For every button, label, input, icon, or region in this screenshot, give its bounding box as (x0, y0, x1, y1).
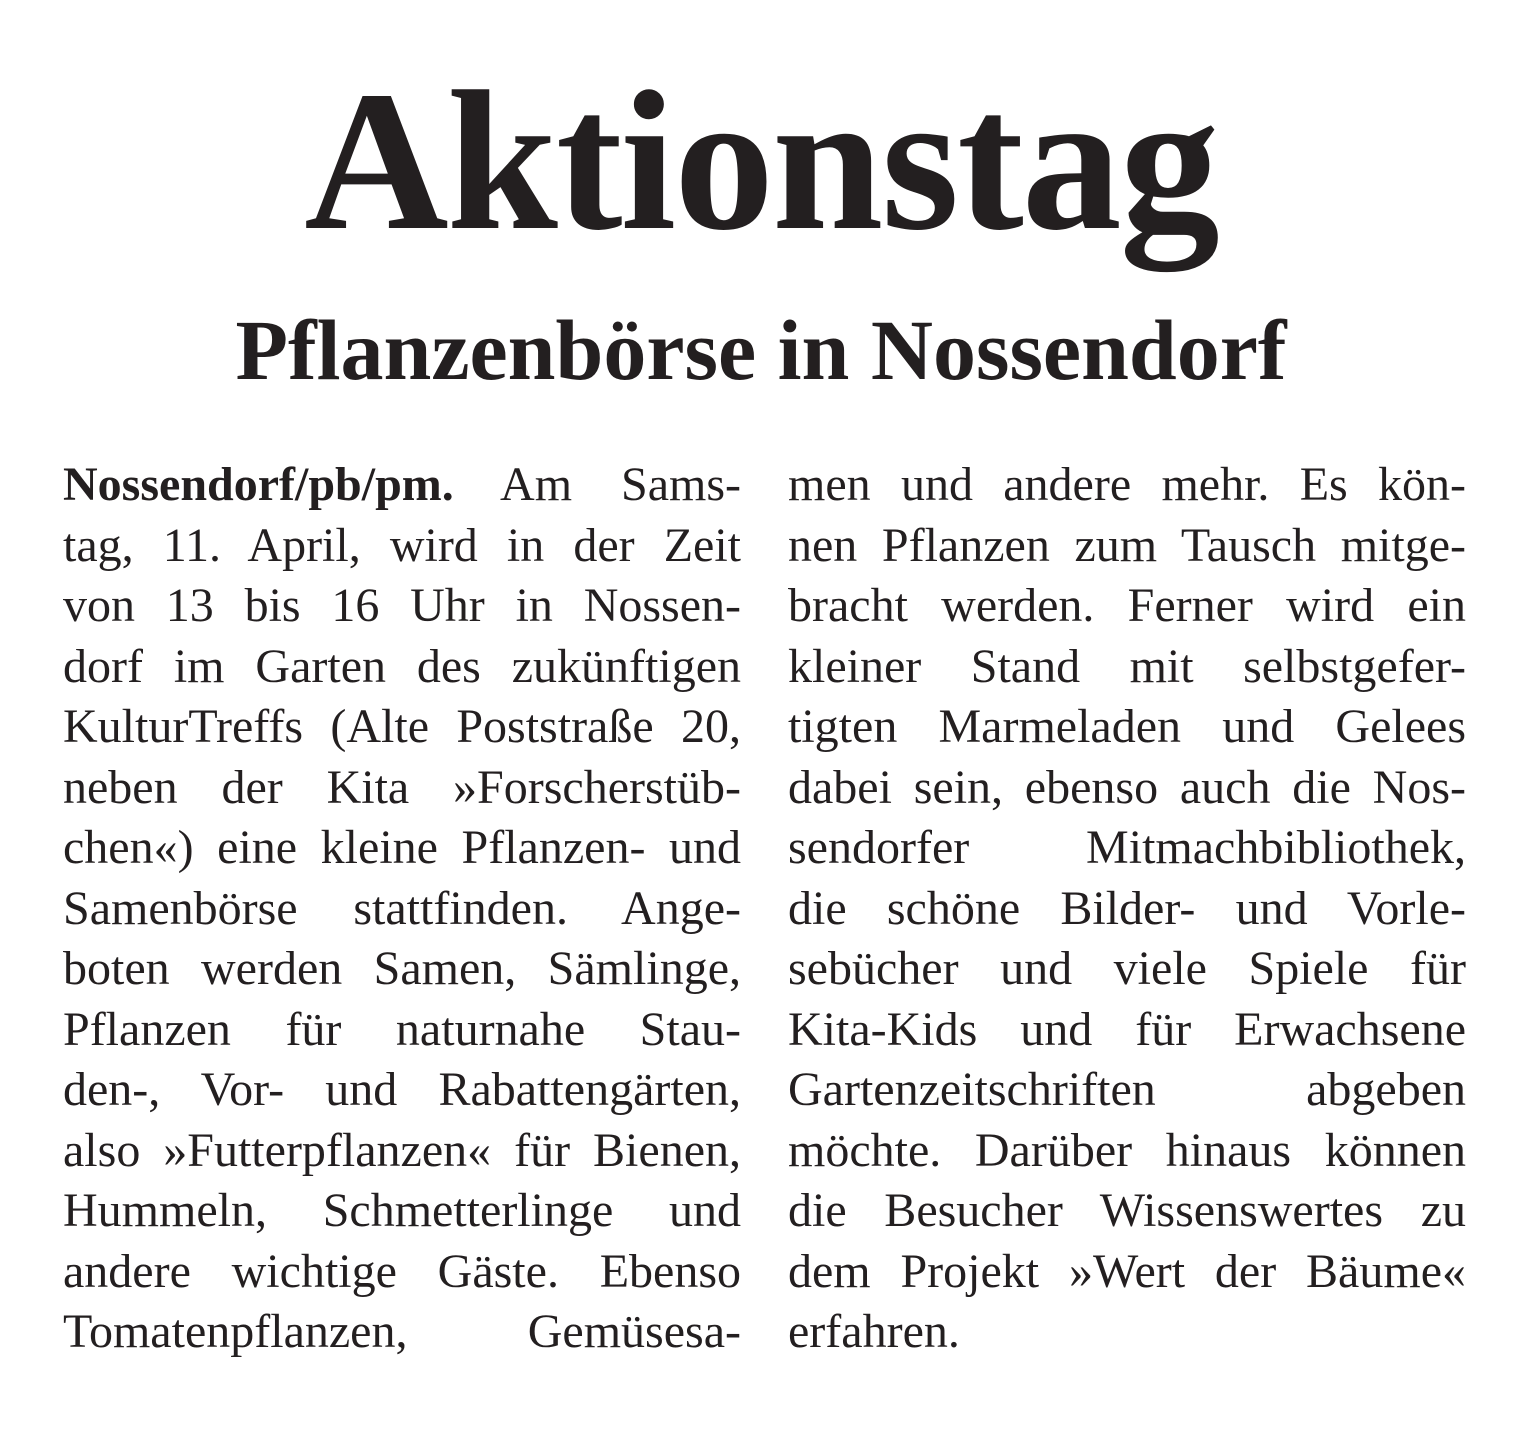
headline: Aktionstag (304, 51, 1218, 272)
article-column-right (788, 455, 1466, 1363)
article-column-left (63, 455, 741, 1363)
subheadline: Pflanzenbörse in Nossendorf (235, 302, 1287, 398)
text-line: kleiner Stand mit selbstgefer- (788, 639, 1466, 693)
text-line: Kita-Kids und für Erwachsene (788, 1002, 1466, 1056)
text-line: dem Projekt »Wert der Bäume« (788, 1244, 1466, 1298)
text-line: tigten Marmeladen und Gelees (788, 700, 1466, 753)
text-line: boten werden Samen, Sämlinge, (63, 942, 741, 995)
text-line: chen«) eine kleine Pflanzen- und (63, 821, 741, 874)
text-line: KulturTreffs (Alte Poststraße 20, (63, 700, 741, 753)
text-line: sendorfer Mitmachbibliothek, (788, 821, 1466, 874)
text-line: von 13 bis 16 Uhr in Nossen- (63, 579, 741, 632)
text-line: möchte. Darüber hinaus können (788, 1123, 1466, 1177)
text-line: Pflanzen für naturnahe Stau- (63, 1002, 741, 1056)
text-line: tag, 11. April, wird in der Zeit (63, 518, 741, 572)
text-line: erfahren. (788, 1305, 960, 1358)
text-line: andere wichtige Gäste. Ebenso (63, 1244, 741, 1298)
text-line: Gartenzeitschriften abgeben (788, 1063, 1466, 1116)
text-line: neben der Kita »Forscherstüb- (63, 760, 741, 814)
text-line: die schöne Bilder- und Vorle- (788, 881, 1466, 935)
text-line: Samenbörse stattfinden. Ange- (63, 881, 741, 935)
text-line: bracht werden. Ferner wird ein (788, 579, 1466, 632)
text-line: Tomatenpflanzen, Gemüsesa- (63, 1305, 741, 1358)
text-line: dabei sein, ebenso auch die Nos- (788, 760, 1466, 814)
dateline: Nossendorf/pb/pm. (63, 458, 454, 511)
text-line: dorf im Garten des zukünftigen (63, 639, 741, 693)
text-line: nen Pflanzen zum Tausch mitge- (788, 518, 1466, 572)
text-line: also »Futterpflanzen« für Bienen, (63, 1123, 741, 1177)
text-line: die Besucher Wissenswertes zu (788, 1184, 1466, 1237)
text-line (63, 455, 741, 516)
text-line: men und andere mehr. Es kön- (788, 458, 1466, 511)
text-line: Hummeln, Schmetterlinge und (63, 1184, 741, 1237)
line-text: Am Sams- (453, 458, 741, 511)
text-line: den-, Vor- und Rabattengärten, (63, 1063, 741, 1116)
text-line: sebücher und viele Spiele für (788, 942, 1466, 995)
